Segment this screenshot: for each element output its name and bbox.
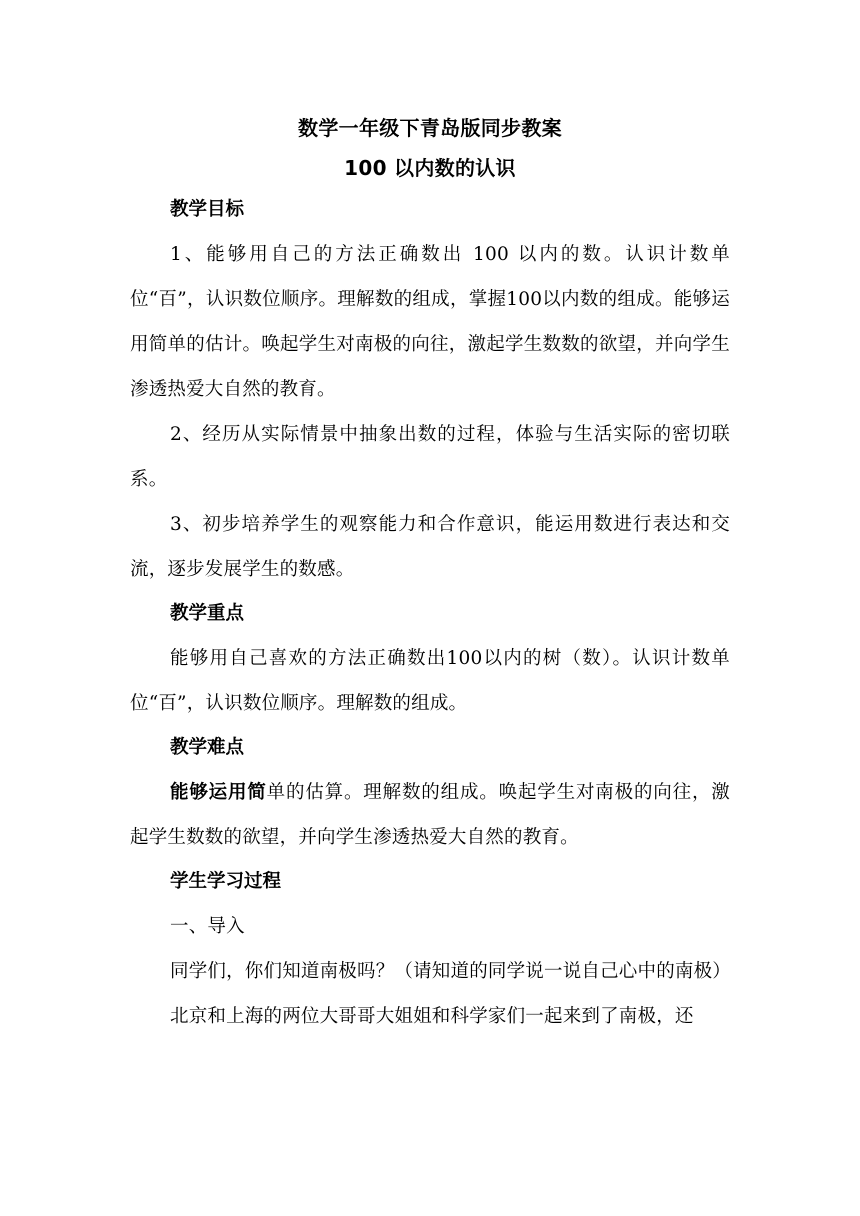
section-heading-difficulties: 教学难点 xyxy=(170,737,245,758)
process-paragraph-2: 北京和上海的两位大哥哥大姐姐和科学家们一起来到了南极，还 xyxy=(170,1006,694,1027)
section-process xyxy=(130,860,730,1039)
difficulties-text-bold: 能够运用简 xyxy=(170,782,267,803)
document-body xyxy=(130,108,730,1039)
process-paragraph-1: 同学们，你们知道南极吗？（请知道的同学说一说自己心中的南极） xyxy=(170,961,732,982)
objective-item-3: 3、初步培养学生的观察能力和合作意识，能运用数进行表达和交流，逐步发展学生的数感。 xyxy=(130,514,730,580)
document-subtitle: 100 以内数的认识 xyxy=(344,156,516,180)
section-heading-process: 学生学习过程 xyxy=(170,871,282,892)
section-key-points xyxy=(130,592,730,726)
difficulties-text xyxy=(130,770,730,860)
difficulties-text-rest: 单的估算。理解数的组成。唤起学生对南极的向往，激起学生数数的欲望，并向学生渗透热爱大自然的教育。 xyxy=(130,782,730,848)
document-title: 数学一年级下青岛版同步教案 xyxy=(298,116,562,140)
objective-item-2: 2、经历从实际情景中抽象出数的过程，体验与生活实际的密切联系。 xyxy=(130,424,730,490)
section-objectives xyxy=(130,188,730,592)
process-section-title: 一、导入 xyxy=(170,916,245,937)
section-heading-objectives: 教学目标 xyxy=(170,199,245,220)
objective-item-1: 1、能够用自己的方法正确数出 100 以内的数。认识计数单位“百”，认识数位顺序。理解数的组成，掌握100以内数的组成。能够运用简单的估计。唤起学生对南极的向往，激起学生数数的欲望，并向学生渗透热爱大自然的教育。 xyxy=(130,244,730,400)
section-heading-key-points: 教学重点 xyxy=(170,603,245,624)
key-points-text: 能够用自己喜欢的方法正确数出100以内的树（数）。认识计数单位“百”，认识数位顺序。理解数的组成。 xyxy=(130,648,730,714)
section-difficulties xyxy=(130,726,730,860)
